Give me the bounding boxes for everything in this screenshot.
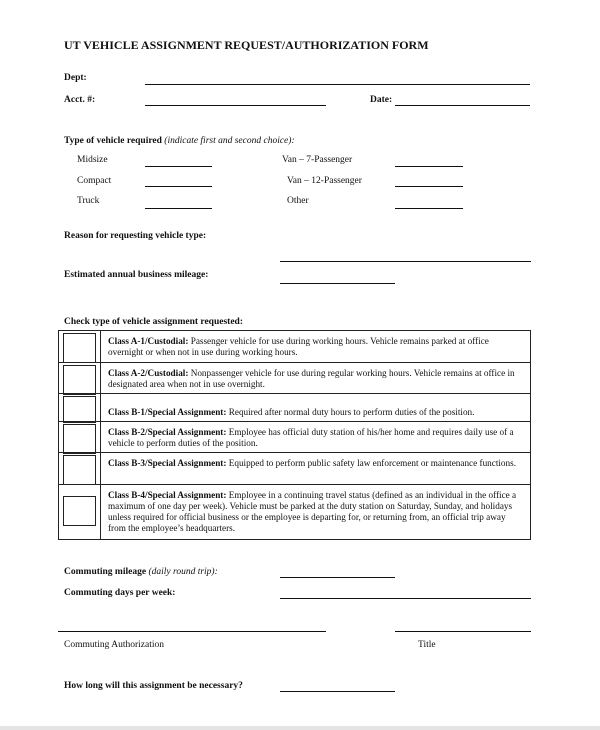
option-van-7: Van – 7-Passenger bbox=[282, 155, 353, 165]
class-name: Class B-3/Special Assignment: bbox=[108, 458, 227, 468]
class-desc: Employee in a continuing travel status (defined as an individual in the office a maximum of one day per week). Vehicle must be parked at the duty station on Saturday, Sunday, and holidays unless required for official business or the employee is departing for, or returning from, an official trip away from the employee’s headquarters. bbox=[108, 490, 517, 533]
assignment-class-table bbox=[58, 330, 531, 540]
commuting-days-label: Commuting days per week: bbox=[64, 588, 176, 598]
van-12-field[interactable] bbox=[395, 186, 463, 187]
class-desc: Employee has official duty station of his/her home and requires daily use of a vehicle to perform duties of the position. bbox=[108, 427, 514, 448]
form-title: UT VEHICLE ASSIGNMENT REQUEST/AUTHORIZATION FORM bbox=[64, 38, 429, 52]
class-a1-checkbox[interactable] bbox=[63, 333, 96, 363]
class-b4-checkbox[interactable] bbox=[63, 496, 96, 526]
option-midsize: Midsize bbox=[77, 155, 108, 165]
acct-field[interactable] bbox=[145, 105, 326, 106]
vehicle-type-heading bbox=[64, 136, 295, 147]
title-label: Title bbox=[418, 640, 436, 650]
acct-label: Acct. #: bbox=[64, 95, 96, 105]
title-field[interactable] bbox=[395, 631, 531, 632]
class-name: Class B-2/Special Assignment: bbox=[108, 427, 227, 437]
date-label: Date: bbox=[370, 95, 393, 105]
table-row bbox=[59, 331, 531, 363]
table-row bbox=[59, 453, 531, 485]
mileage-label: Estimated annual business mileage: bbox=[64, 270, 209, 280]
class-desc: Required after normal duty hours to perform duties of the position. bbox=[228, 407, 475, 417]
reason-label: Reason for requesting vehicle type: bbox=[64, 231, 207, 241]
page-bottom-edge bbox=[0, 726, 600, 730]
mileage-field[interactable] bbox=[280, 283, 395, 284]
class-desc: Equipped to perform public safety law enforcement or maintenance functions. bbox=[228, 458, 516, 468]
vehicle-type-label: Type of vehicle required bbox=[64, 136, 162, 146]
table-row bbox=[59, 422, 531, 453]
class-name: Class B-1/Special Assignment: bbox=[108, 407, 227, 417]
dept-label: Dept: bbox=[64, 73, 87, 83]
class-desc: Nonpassenger vehicle for use during regular working hours. Vehicle remains at office in designated area when not in use overnight. bbox=[108, 368, 515, 389]
class-b1-checkbox[interactable] bbox=[63, 396, 96, 423]
class-name: Class A-2/Custodial: bbox=[108, 368, 189, 378]
option-van-12: Van – 12-Passenger bbox=[287, 176, 362, 186]
date-field[interactable] bbox=[395, 105, 530, 106]
commuting-mileage-label: Commuting mileage bbox=[64, 567, 147, 577]
class-b2-checkbox[interactable] bbox=[63, 424, 96, 454]
commuting-mileage-field[interactable] bbox=[280, 577, 395, 578]
authorization-signature-field[interactable] bbox=[58, 631, 326, 632]
other-field[interactable] bbox=[395, 208, 463, 209]
check-type-label: Check type of vehicle assignment requested: bbox=[64, 317, 243, 327]
class-desc: Passenger vehicle for use during working hours. Vehicle remains parked at office overnight or when not in use during working hours. bbox=[108, 336, 489, 357]
class-b3-checkbox[interactable] bbox=[63, 455, 96, 485]
commuting-mileage-heading bbox=[64, 567, 218, 578]
reason-field[interactable] bbox=[280, 261, 531, 262]
table-row bbox=[59, 485, 531, 540]
class-a2-checkbox[interactable] bbox=[63, 365, 96, 395]
class-name: Class A-1/Custodial: bbox=[108, 336, 189, 346]
vehicle-type-hint: (indicate first and second choice): bbox=[164, 136, 295, 146]
how-long-label: How long will this assignment be necessary? bbox=[64, 681, 243, 691]
how-long-field[interactable] bbox=[280, 691, 395, 692]
dept-field[interactable] bbox=[145, 84, 530, 85]
option-truck: Truck bbox=[77, 196, 100, 206]
commuting-days-field[interactable] bbox=[280, 598, 531, 599]
truck-field[interactable] bbox=[145, 208, 212, 209]
class-name: Class B-4/Special Assignment: bbox=[108, 490, 227, 500]
commuting-authorization-label: Commuting Authorization bbox=[64, 640, 165, 650]
option-compact: Compact bbox=[77, 176, 112, 186]
table-row bbox=[59, 394, 531, 422]
van-7-field[interactable] bbox=[395, 166, 463, 167]
midsize-field[interactable] bbox=[145, 166, 212, 167]
table-row bbox=[59, 363, 531, 394]
commuting-mileage-hint: (daily round trip): bbox=[148, 567, 218, 577]
option-other: Other bbox=[287, 196, 309, 206]
compact-field[interactable] bbox=[145, 186, 212, 187]
